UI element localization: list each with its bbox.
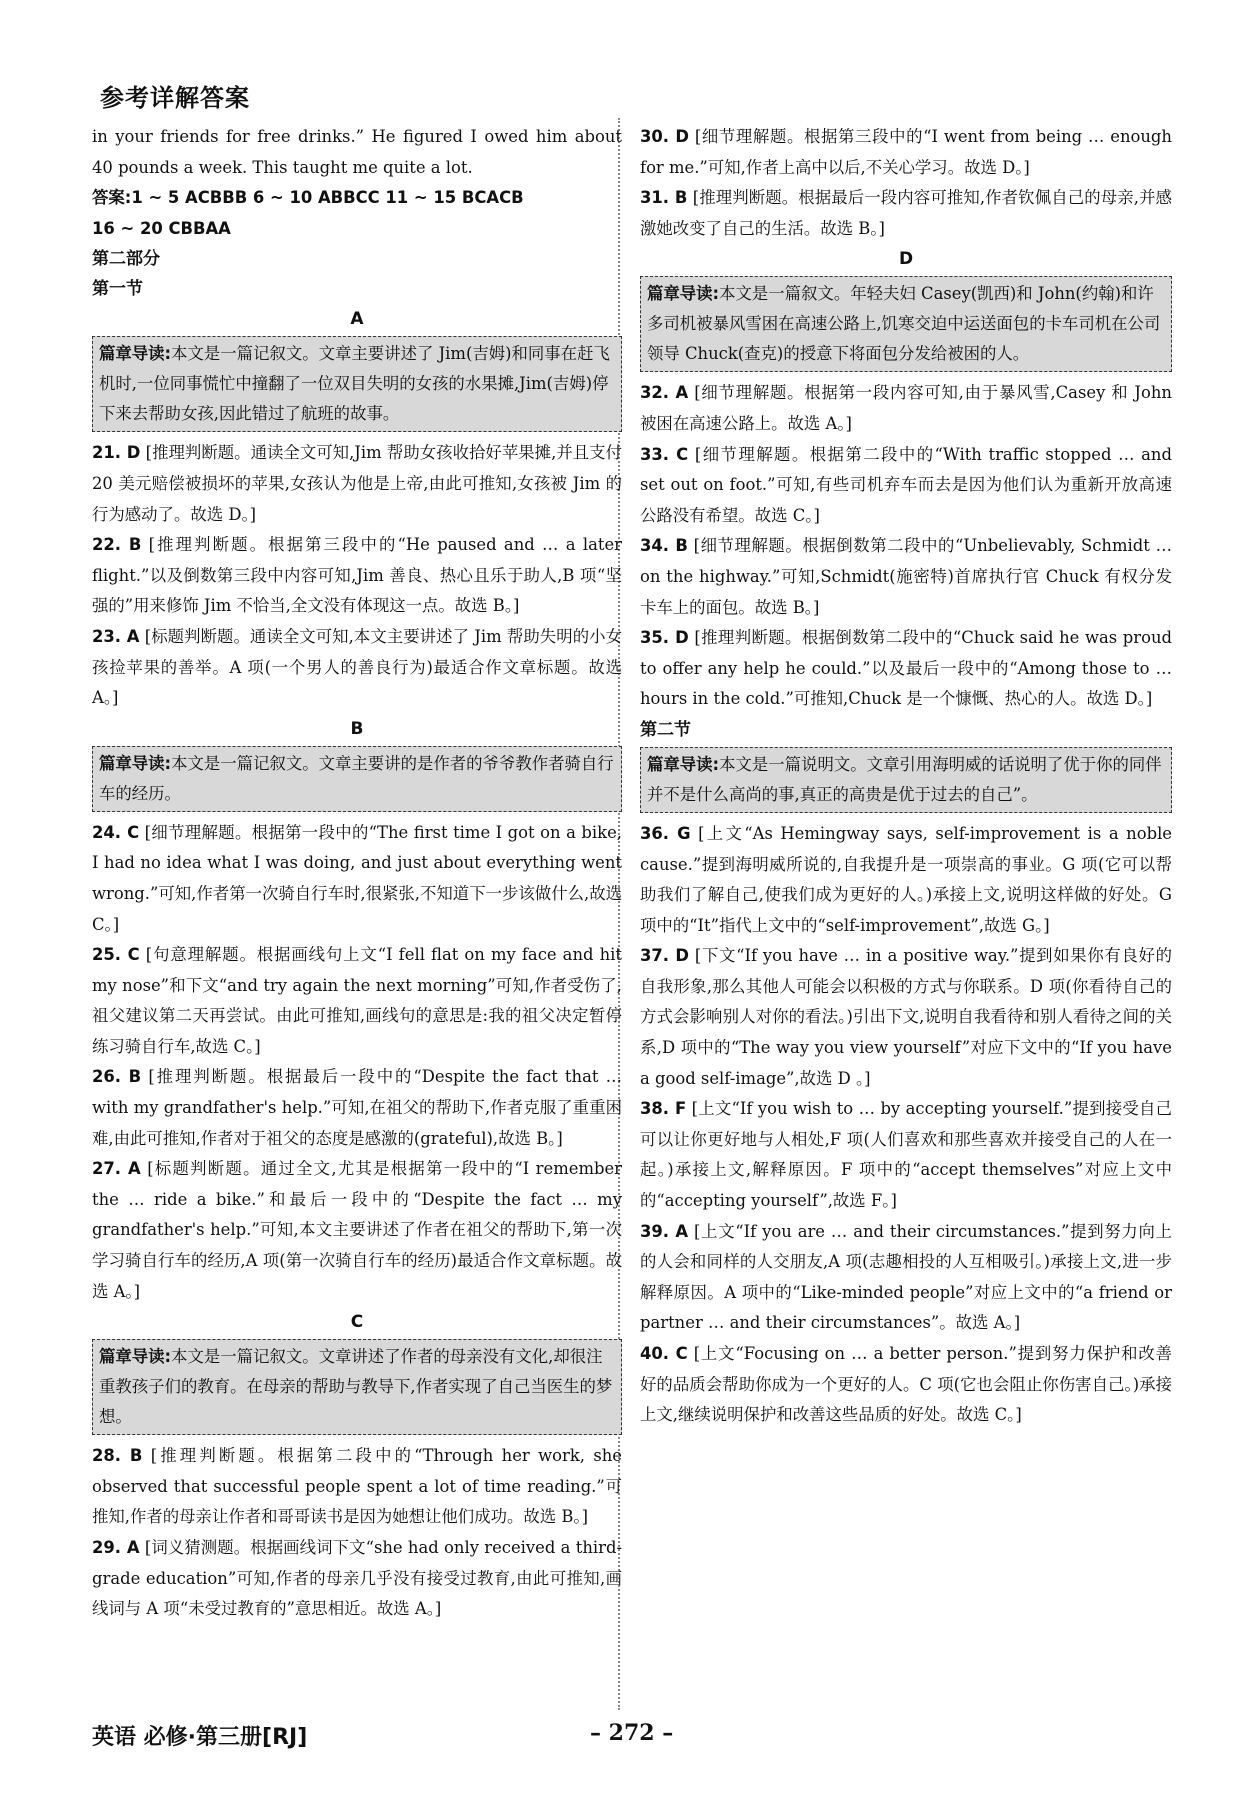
passage-d-letter: D — [898, 249, 914, 270]
question-number: 25. C — [92, 945, 140, 965]
explanation: [推理判断题。根据倒数第二段中的“Chuck said he was proud to offer any help he could.”以及最后一段中的“Among those to … hours in the cold.”可推知,Chuck 是一个慷慨、热心的人。故选 D。] — [640, 628, 1172, 709]
guide-label: 篇章导读: — [99, 753, 172, 773]
answer-item — [640, 440, 1172, 532]
page-header: 参考详解答案 — [100, 84, 250, 112]
question-number: 36. G — [640, 823, 691, 843]
question-number: 35. D — [640, 628, 689, 648]
answer-item — [640, 122, 1172, 183]
question-number: 26. B — [92, 1067, 142, 1087]
question-number: 38. F — [640, 1099, 687, 1119]
explanation: [上文“Focusing on … a better person.”提到努力保护和改善好的品质会帮助你成为一个更好的人。C 项(它也会阻止你伤害自己。)承接上文,继续说明保护和改善这些品质的好处。故选 C。] — [640, 1344, 1172, 1425]
answer-item — [92, 818, 622, 940]
answer-item — [92, 1062, 622, 1154]
question-number: 34. B — [640, 536, 688, 556]
answer-item — [640, 1094, 1172, 1216]
guide-text: 本文是一篇说明文。文章引用海明威的话说明了优于你的同伴并不是什么高尚的事,真正的高贵是优于过去的自己”。 — [647, 754, 1162, 804]
question-number: 23. A — [92, 626, 140, 646]
guide-label: 篇章导读: — [99, 1347, 172, 1367]
explanation: [标题判断题。通过全文,尤其是根据第一段中的“I remember the … ride a bike.”和最后一段中的“Despite the fact … my grandfather's help.”可知,本文主要讲述了作者在祖父的帮助下,第一次学习骑自行车的经历,A 项(第一次骑自行车的经历)最适合作文章标题。故选 A。] — [92, 1159, 623, 1301]
answers-values-1: 1 ~ 5 ACBBB 6 ~ 10 ABBCC 11 ~ 15 BCACB — [131, 188, 524, 208]
question-number: 21. D — [92, 443, 141, 463]
explanation: [细节理解题。根据第一段中的“The first time I got on a bike, I had no idea what I was doing, and just about everything went wrong.”可知,作者第一次骑自行车时,很紧张,不知道下一步该做什么,故选 C。] — [92, 822, 623, 934]
guide-label: 篇章导读: — [647, 754, 720, 774]
answer-item — [92, 1154, 622, 1307]
question-number: 24. C — [92, 822, 140, 842]
explanation: [推理判断题。通读全文可知,Jim 帮助女孩收拾好苹果摊,并且支付 20 美元赔偿被损坏的苹果,女孩认为他是上帝,由此可推知,女孩被 Jim 的行为感动了。故选 D。] — [92, 443, 622, 524]
answer-item — [640, 623, 1172, 715]
explanation: [上文“As Hemingway says, self-improvement is a noble cause.”提到海明威所说的,自我提升是一项崇高的事业。G 项(它可以帮助我们了解自己,使我们成为更好的人。)承接上文,说明这样做的好处。G 项中的“It”指代上文中的“self-improvement”,故选 G。] — [640, 823, 1173, 935]
question-number: 39. A — [640, 1221, 689, 1241]
section-2-title: 第二节 — [640, 719, 691, 740]
explanation: [细节理解题。根据第一段内容可知,由于暴风雪,Casey 和 John 被困在高速公路上。故选 A。] — [640, 383, 1172, 433]
question-number: 30. D — [640, 127, 689, 146]
passage-b-guide — [92, 746, 622, 812]
question-number: 37. D — [640, 946, 690, 966]
explanation: [推理判断题。根据最后一段中的“Despite the fact that … with my grandfather's help.”可知,在祖父的帮助下,作者克服了重重困难,由此可推知,作者对于祖父的态度是感激的(grateful),故选 B。] — [92, 1067, 622, 1148]
question-number: 32. A — [640, 383, 689, 403]
answer-item — [640, 1339, 1172, 1431]
explanation: [下文“If you have … in a positive way.”提到如果你有良好的自我形象,那么其他人可能会以积极的方式与你联系。D 项(你看待自己的方式会影响别人对你的看法。)引出下文,说明自我看待和别人看待之间的关系,D 项中的“The way you view yourself”对应下文中的“If you have a good self-image”,故选 D 。] — [640, 946, 1172, 1088]
answer-item — [92, 438, 622, 530]
answer-item — [640, 183, 1172, 244]
guide-label: 篇章导读: — [99, 344, 172, 364]
passage-c-guide — [92, 1339, 622, 1435]
part-title: 第二部分 — [92, 249, 160, 270]
explanation: [标题判断题。通读全文可知,本文主要讲述了 Jim 帮助失明的小女孩捡苹果的善举。A 项(一个男人的善良行为)最适合作文章标题。故选 A。] — [92, 626, 622, 708]
page-number: – 272 – — [590, 1720, 674, 1746]
answers-label: 答案: — [92, 188, 132, 208]
passage-b-letter: B — [350, 718, 364, 739]
answer-item — [640, 378, 1172, 439]
passage-d-guide — [640, 276, 1172, 372]
explanation: [推理判断题。根据第二段中的“Through her work, she observed that successful people spent a lot of time reading.”可推知,作者的母亲让作者和哥哥读书是因为她想让他们成功。故选 B。] — [92, 1446, 622, 1527]
answer-item — [92, 530, 622, 622]
intro-paragraph: in your friends for free drinks.” He figured I owed him about 40 pounds a week. This taught me quite a lot. — [92, 127, 622, 177]
answer-item — [92, 1441, 622, 1533]
explanation: [推理判断题。根据最后一段内容可推知,作者钦佩自己的母亲,并感激她改变了自己的生活。故选 B。] — [640, 188, 1172, 238]
answer-item — [92, 940, 622, 1062]
answer-item — [640, 531, 1172, 623]
answer-item — [92, 1533, 622, 1625]
passage-c-letter: C — [350, 1312, 364, 1333]
guide-text: 本文是一篇记叙文。文章主要讲的是作者的爷爷教作者骑自行车的经历。 — [99, 753, 614, 803]
question-number: 29. A — [92, 1538, 140, 1557]
right-column — [640, 122, 1172, 1431]
passage-a-letter: A — [350, 309, 364, 330]
explanation: [上文“If you are … and their circumstances.”提到努力向上的人会和同样的人交朋友,A 项(志趣相投的人互相吸引。)承接上文,进一步解释原因。A 项中的“Like-minded people”对应上文中的“a friend or partner … and their circumstances”。故选 A。] — [640, 1221, 1172, 1333]
guide-text: 本文是一篇记叙文。文章主要讲述了 Jim(吉姆)和同事在赶飞机时,一位同事慌忙中撞翻了一位双目失明的女孩的水果摊,Jim(吉姆)停下来去帮助女孩,因此错过了航班的故事。 — [99, 344, 610, 424]
section-title: 第一节 — [92, 279, 143, 300]
answer-item — [92, 622, 622, 714]
explanation: [句意理解题。根据画线句上文“I fell flat on my face and hit my nose”和下文“and try again the next morning”可知,作者受伤了,祖父建议第二天再尝试。由此可推知,画线句的意思是:我的祖父决定暂停练习骑自行车,故选 C。] — [92, 945, 622, 1056]
answers-line-1 — [92, 183, 622, 214]
answer-item — [640, 1217, 1172, 1339]
guide-text: 本文是一篇叙文。年轻夫妇 Casey(凯西)和 John(约翰)和许多司机被暴风雪困在高速公路上,饥寒交迫中运送面包的卡车司机在公司领导 Chuck(查克)的授意下将面包分发给被困的人。 — [647, 284, 1161, 364]
explanation: [细节理解题。根据第三段中的“I went from being … enough for me.”可知,作者上高中以后,不关心学习。故选 D。] — [640, 127, 1172, 177]
explanation: [细节理解题。根据倒数第二段中的“Unbelievably, Schmidt … on the highway.”可知,Schmidt(施密特)首席执行官 Chuck 有权分发卡车上的面包。故选 B。] — [640, 536, 1172, 617]
answers-line-2: 16 ~ 20 CBBAA — [92, 218, 231, 238]
question-number: 22. B — [92, 535, 142, 555]
question-number: 27. A — [92, 1159, 141, 1179]
answer-item — [640, 819, 1172, 941]
passage-a-guide — [92, 336, 622, 432]
left-column — [92, 122, 622, 1625]
question-number: 33. C — [640, 444, 689, 464]
explanation: [词义猜测题。根据画线词下文“she had only received a third-grade education”可知,作者的母亲几乎没有接受过教育,由此可推知,画线词与 A 项“未受过教育的”意思相近。故选 A。] — [92, 1538, 623, 1619]
explanation: [上文“If you wish to … by accepting yourself.”提到接受自己可以让你更好地与人相处,F 项(人们喜欢和那些喜欢并接受自己的人在一起。)承接上文,解释原因。F 项中的“accept themselves”对应上文中的“accepting yourself”,故选 F。] — [640, 1099, 1172, 1211]
explanation: [细节理解题。根据第二段中的“With traffic stopped … and set out on foot.”可知,有些司机弃车而去是因为他们认为重新开放高速公路没有希望。故选 C。] — [640, 444, 1172, 525]
footer-book-title: 英语 必修·第三册[RJ] — [92, 1725, 308, 1750]
explanation: [推理判断题。根据第三段中的“He paused and … a later flight.”以及倒数第三段中内容可知,Jim 善良、热心且乐于助人,B 项“坚强的”用来修饰 Jim 不恰当,全文没有体现这一点。故选 B。] — [92, 535, 622, 616]
section-2-guide — [640, 747, 1172, 813]
question-number: 28. B — [92, 1446, 143, 1466]
guide-text: 本文是一篇记叙文。文章讲述了作者的母亲没有文化,却很注重教孩子们的教育。在母亲的帮助与教导下,作者实现了自己当医生的梦想。 — [99, 1347, 613, 1427]
question-number: 31. B — [640, 188, 688, 208]
question-number: 40. C — [640, 1344, 688, 1363]
answer-item — [640, 941, 1172, 1094]
guide-label: 篇章导读: — [647, 284, 720, 304]
